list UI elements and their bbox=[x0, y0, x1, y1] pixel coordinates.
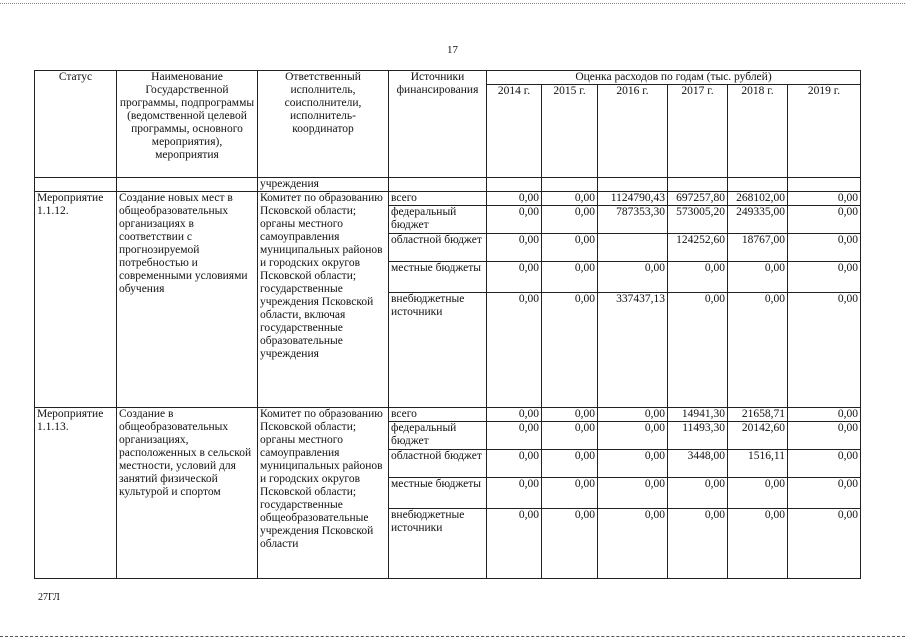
cell-value: 0,00 bbox=[788, 509, 861, 579]
cell-value: 20142,60 bbox=[728, 422, 788, 450]
cell-value: 0,00 bbox=[487, 509, 542, 579]
continuation-text: учреждения bbox=[258, 178, 389, 192]
cell-value: 0,00 bbox=[788, 262, 861, 293]
cell-value: 268102,00 bbox=[728, 192, 788, 206]
cell-value: 0,00 bbox=[668, 262, 728, 293]
cell-value: 0,00 bbox=[598, 478, 668, 509]
table-row bbox=[35, 192, 861, 206]
cell-funding-source: внебюджетные источники bbox=[389, 293, 487, 408]
cell-value: 0,00 bbox=[487, 478, 542, 509]
cell-value: 0,00 bbox=[788, 293, 861, 408]
table-body bbox=[35, 71, 861, 579]
header-year: 2016 г. bbox=[598, 85, 668, 178]
footer-code: 27ГЛ bbox=[38, 592, 60, 603]
cell-value: 0,00 bbox=[542, 408, 598, 422]
cell-value: 0,00 bbox=[487, 408, 542, 422]
cell-value: 11493,30 bbox=[668, 422, 728, 450]
cell-funding-source: местные бюджеты bbox=[389, 262, 487, 293]
cell-value: 0,00 bbox=[598, 509, 668, 579]
cell-value: 0,00 bbox=[542, 206, 598, 234]
cell-value: 573005,20 bbox=[668, 206, 728, 234]
cell-value: 0,00 bbox=[668, 509, 728, 579]
cell-empty bbox=[35, 178, 117, 192]
cell-funding-source: областной бюджет bbox=[389, 450, 487, 478]
cell-value bbox=[598, 234, 668, 262]
cell-value: 0,00 bbox=[728, 293, 788, 408]
header-status: Статус bbox=[35, 71, 117, 178]
cell-value: 0,00 bbox=[487, 450, 542, 478]
header-year: 2018 г. bbox=[728, 85, 788, 178]
cell-funding-source: всего bbox=[389, 192, 487, 206]
cell-value: 0,00 bbox=[598, 262, 668, 293]
cell-value: 0,00 bbox=[487, 262, 542, 293]
cell-empty bbox=[389, 178, 487, 192]
cell-value: 0,00 bbox=[788, 206, 861, 234]
cell-status: Мероприятие 1.1.12. bbox=[35, 192, 117, 408]
scan-edge-top bbox=[0, 3, 905, 4]
cell-funding-source: федеральный бюджет bbox=[389, 206, 487, 234]
cell-value: 0,00 bbox=[668, 478, 728, 509]
cell-value: 0,00 bbox=[668, 293, 728, 408]
cell-value: 0,00 bbox=[598, 422, 668, 450]
cell-value: 0,00 bbox=[728, 478, 788, 509]
header-year: 2014 г. bbox=[487, 85, 542, 178]
cell-value: 0,00 bbox=[788, 408, 861, 422]
cell-value: 0,00 bbox=[728, 509, 788, 579]
cell-funding-source: областной бюджет bbox=[389, 234, 487, 262]
cell-value: 0,00 bbox=[542, 450, 598, 478]
cell-value: 0,00 bbox=[598, 450, 668, 478]
header-row bbox=[35, 71, 861, 85]
header-sources: Источники финансирования bbox=[389, 71, 487, 178]
cell-empty bbox=[728, 178, 788, 192]
cell-value: 124252,60 bbox=[668, 234, 728, 262]
cell-value: 0,00 bbox=[788, 450, 861, 478]
cell-value: 0,00 bbox=[542, 234, 598, 262]
scan-edge-bottom bbox=[0, 636, 905, 637]
cell-value: 0,00 bbox=[788, 192, 861, 206]
cell-value: 14941,30 bbox=[668, 408, 728, 422]
cell-value: 249335,00 bbox=[728, 206, 788, 234]
budget-table bbox=[34, 70, 861, 579]
header-year: 2017 г. bbox=[668, 85, 728, 178]
cell-value: 0,00 bbox=[487, 293, 542, 408]
cell-empty bbox=[117, 178, 258, 192]
cell-value: 0,00 bbox=[487, 206, 542, 234]
cell-value: 0,00 bbox=[728, 262, 788, 293]
cell-activity-name: Создание новых мест в общеобразовательных организациях в соответствии с прогнозируемой потребностью и современными условиями обучения bbox=[117, 192, 258, 408]
cell-value: 3448,00 bbox=[668, 450, 728, 478]
cell-value: 0,00 bbox=[598, 408, 668, 422]
cell-value: 697257,80 bbox=[668, 192, 728, 206]
cell-value: 1516,11 bbox=[728, 450, 788, 478]
cell-funding-source: внебюджетные источники bbox=[389, 509, 487, 579]
cell-value: 0,00 bbox=[487, 192, 542, 206]
header-estimate: Оценка расходов по годам (тыс. рублей) bbox=[487, 71, 861, 85]
cell-value: 0,00 bbox=[788, 234, 861, 262]
cell-empty bbox=[598, 178, 668, 192]
cell-value: 787353,30 bbox=[598, 206, 668, 234]
cell-value: 0,00 bbox=[542, 478, 598, 509]
cell-empty bbox=[788, 178, 861, 192]
cell-value: 0,00 bbox=[788, 478, 861, 509]
cell-value: 18767,00 bbox=[728, 234, 788, 262]
cell-value: 0,00 bbox=[542, 192, 598, 206]
header-year: 2015 г. bbox=[542, 85, 598, 178]
continuation-row bbox=[35, 178, 861, 192]
cell-value: 0,00 bbox=[788, 422, 861, 450]
cell-executor: Комитет по образованию Псковской области; органы местного самоуправления муниципальных районов и городских округов Псковской области; государственные учреждения Псковской области, включая государственные образовательные учреждения bbox=[258, 192, 389, 408]
cell-value: 337437,13 bbox=[598, 293, 668, 408]
header-name: Наименование Государственной программы, подпрограммы (ведомственной целевой программы, основного мероприятия), мероприятия bbox=[117, 71, 258, 178]
cell-status: Мероприятие 1.1.13. bbox=[35, 408, 117, 579]
cell-value: 1124790,43 bbox=[598, 192, 668, 206]
cell-value: 0,00 bbox=[487, 422, 542, 450]
cell-value: 0,00 bbox=[542, 509, 598, 579]
cell-value: 0,00 bbox=[542, 293, 598, 408]
cell-value: 0,00 bbox=[542, 262, 598, 293]
cell-executor: Комитет по образованию Псковской области; органы местного самоуправления муниципальных районов и городских округов Псковской области; государственные общеобразовательные учреждения Псковской области bbox=[258, 408, 389, 579]
cell-funding-source: местные бюджеты bbox=[389, 478, 487, 509]
cell-activity-name: Создание в общеобразовательных организациях, расположенных в сельской местности, условий для занятий физической культурой и спортом bbox=[117, 408, 258, 579]
cell-empty bbox=[487, 178, 542, 192]
cell-value: 0,00 bbox=[487, 234, 542, 262]
cell-funding-source: федеральный бюджет bbox=[389, 422, 487, 450]
cell-funding-source: всего bbox=[389, 408, 487, 422]
header-year: 2019 г. bbox=[788, 85, 861, 178]
cell-value: 0,00 bbox=[542, 422, 598, 450]
cell-value: 21658,71 bbox=[728, 408, 788, 422]
table-row bbox=[35, 408, 861, 422]
cell-empty bbox=[542, 178, 598, 192]
cell-empty bbox=[668, 178, 728, 192]
page-number: 17 bbox=[447, 44, 458, 56]
header-executor: Ответственный исполнитель, соисполнители, исполнитель-координатор bbox=[258, 71, 389, 178]
